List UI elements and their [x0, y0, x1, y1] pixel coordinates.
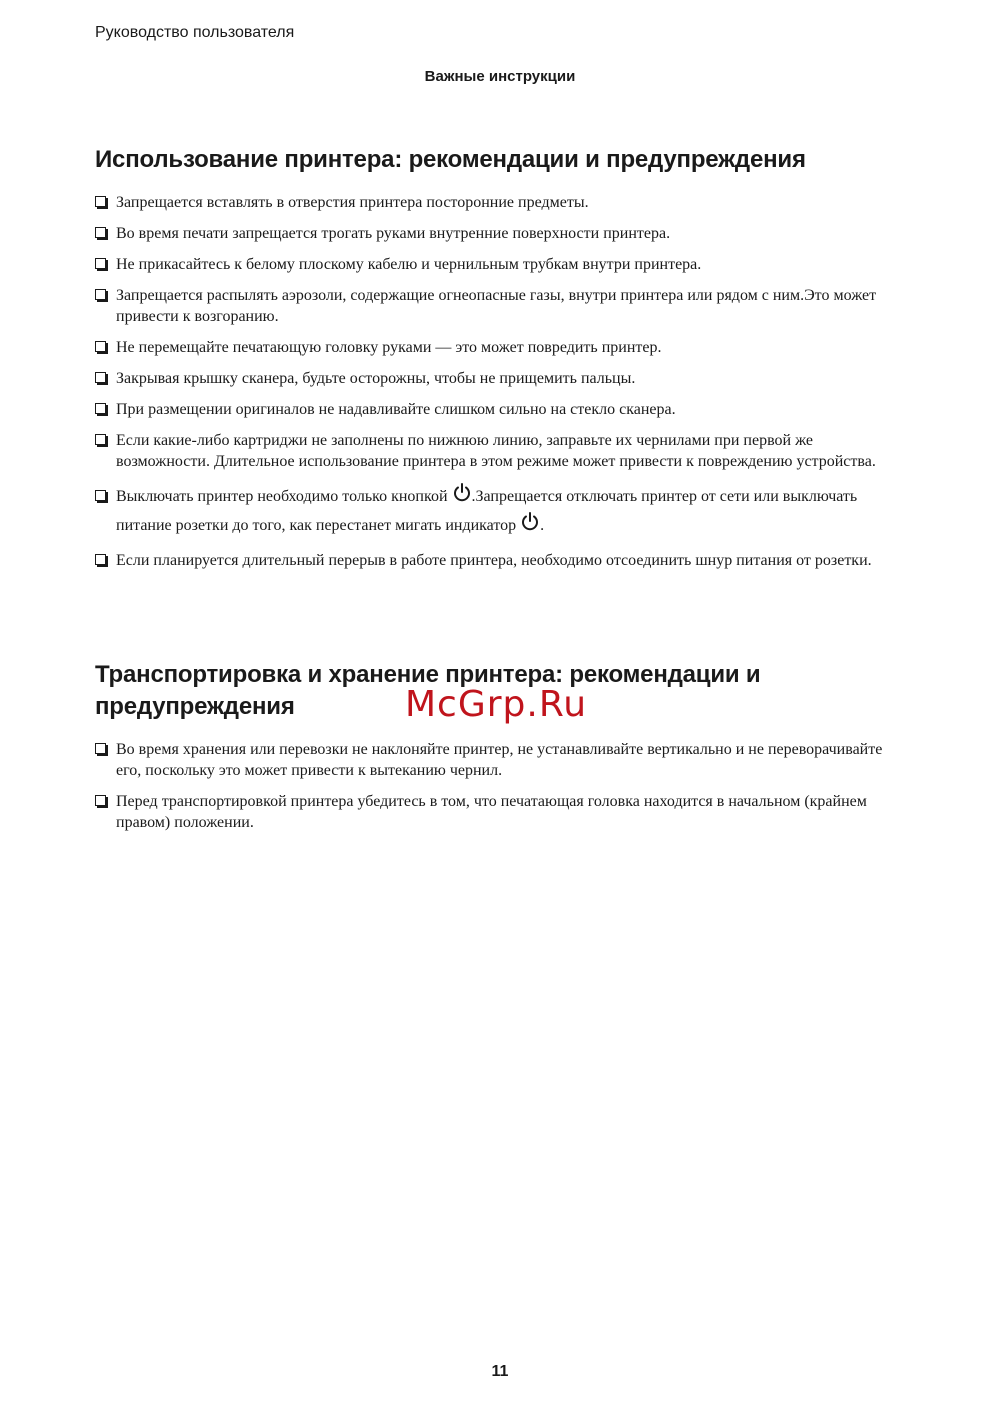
checkbox-bullet-icon [95, 554, 106, 565]
list-item [95, 430, 895, 472]
checkbox-bullet-icon [95, 743, 106, 754]
power-text-part2: .Запрещается отключать принтер от сети или выключать питание розетки до того, как перестанет мигать индикатор [116, 488, 858, 534]
list-item [95, 254, 895, 275]
checkbox-bullet-icon [95, 372, 106, 383]
power-icon [520, 511, 540, 533]
list-item [95, 399, 895, 420]
list-item-text: Не прикасайтесь к белому плоскому кабелю и чернильным трубкам внутри принтера. [116, 256, 702, 273]
section-header: Важные инструкции [424, 68, 576, 85]
list-item [95, 791, 895, 833]
section-title-transport-line2: предупреждения [95, 693, 295, 720]
list-item-text: Не перемещайте печатающую головку руками — это может повредить принтер. [116, 339, 662, 356]
list-item-text: Перед транспортировкой принтера убедитесь в том, что печатающая головка находится в начальном (крайнем правом) положении. [116, 793, 867, 831]
power-icon [452, 482, 472, 504]
list-item [95, 739, 895, 781]
list-item [95, 368, 895, 389]
power-text-part3: . [540, 517, 545, 534]
section-title-transport-line1: Транспортировка и хранение принтера: рекомендации и [95, 661, 761, 688]
list-item [95, 285, 895, 327]
checkbox-bullet-icon [95, 227, 106, 238]
list-item-text: При размещении оригиналов не надавливайте слишком сильно на стекло сканера. [116, 401, 676, 418]
list-item-text: Закрывая крышку сканера, будьте осторожны, чтобы не прищемить пальцы. [116, 370, 636, 387]
power-text-part1: Выключать принтер необходимо только кнопкой [116, 488, 452, 505]
watermark: McGrp.Ru [405, 684, 588, 725]
checkbox-bullet-icon [95, 341, 106, 352]
checkbox-bullet-icon [95, 196, 106, 207]
running-header: Руководство пользователя [95, 24, 295, 41]
transport-list [95, 739, 895, 843]
list-item [95, 192, 895, 213]
list-item [95, 550, 895, 571]
checkbox-bullet-icon [95, 490, 106, 501]
list-item-power [95, 482, 895, 540]
list-item-text: Во время хранения или перевозки не наклоняйте принтер, не устанавливайте вертикально и не переворачивайте его, поскольку это может привести к вытеканию чернил. [116, 741, 883, 779]
list-item [95, 337, 895, 358]
checkbox-bullet-icon [95, 289, 106, 300]
list-item-text: Если планируется длительный перерыв в работе принтера, необходимо отсоединить шнур питания от розетки. [116, 552, 872, 569]
list-item-text: Запрещается вставлять в отверстия принтера посторонние предметы. [116, 194, 589, 211]
checkbox-bullet-icon [95, 403, 106, 414]
usage-list [95, 192, 895, 581]
checkbox-bullet-icon [95, 434, 106, 445]
list-item-text: Если какие-либо картриджи не заполнены по нижнюю линию, заправьте их чернилами при первой же возможности. Длительное использование принтера в этом режиме может привести к повреждению устройства. [116, 432, 876, 470]
section-title-usage: Использование принтера: рекомендации и предупреждения [95, 146, 806, 173]
list-item [95, 223, 895, 244]
checkbox-bullet-icon [95, 795, 106, 806]
list-item-text: Запрещается распылять аэрозоли, содержащие огнеопасные газы, внутри принтера или рядом с ним.Это может привести к возгоранию. [116, 287, 877, 325]
checkbox-bullet-icon [95, 258, 106, 269]
page-number: 11 [491, 1363, 509, 1380]
list-item-text: Во время печати запрещается трогать руками внутренние поверхности принтера. [116, 225, 671, 242]
